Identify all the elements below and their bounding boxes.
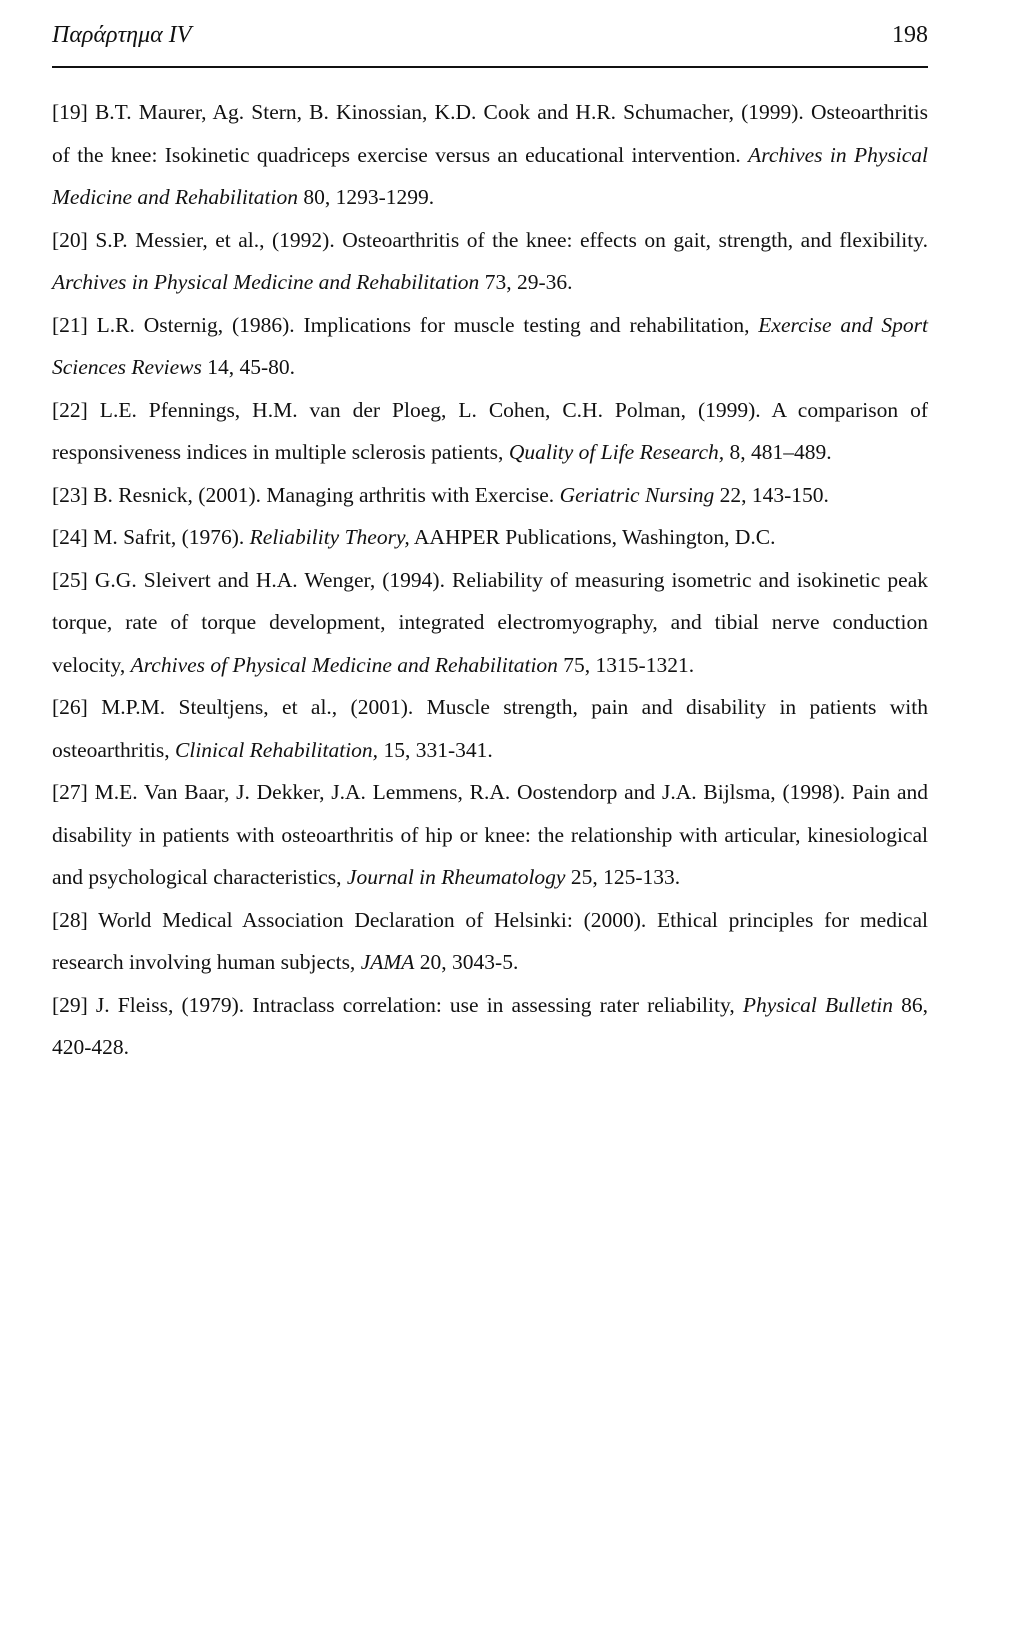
reference-tail: 25, 125-133. [565, 865, 681, 889]
reference-source: Reliability Theory, [249, 525, 410, 549]
reference-item [52, 686, 928, 771]
reference-label: [29] [52, 992, 88, 1017]
reference-label: [19] [52, 100, 88, 124]
reference-authors: L.R. Osternig, (1986). [87, 312, 304, 337]
reference-authors: B. Resnick, (2001). [87, 482, 267, 507]
reference-title: Reliability of measuring isometric and isokinetic peak torque, rate of torque development, integrated electromyography, and tibial nerve conduction velocity, [52, 567, 928, 677]
reference-source: Journal in Rheumatology [346, 865, 566, 889]
reference-authors: World Medical Association Declaration of Helsinki: (2000). [87, 907, 657, 932]
reference-item [52, 219, 928, 304]
reference-list [52, 91, 928, 1069]
reference-source: Physical Bulletin [742, 992, 894, 1017]
reference-label: [28] [52, 907, 88, 932]
reference-item [52, 304, 928, 389]
reference-tail: 20, 3043-5. [414, 950, 519, 974]
reference-authors: M.P.M. Steultjens, et al., (2001). [87, 695, 427, 719]
reference-label: [22] [52, 397, 88, 422]
reference-source: Quality of Life Research, [508, 440, 725, 464]
reference-item [52, 771, 928, 899]
reference-source: Archives of Physical Medicine and Rehabilitation [130, 652, 558, 677]
reference-source: Clinical Rehabilitation, [175, 737, 379, 762]
reference-tail: 15, 331-341. [378, 737, 493, 762]
reference-title: Managing arthritis with Exercise. [266, 482, 560, 507]
reference-authors: J. Fleiss, (1979). [87, 992, 253, 1017]
page-number: 198 [892, 22, 928, 48]
reference-authors: M.E. Van Baar, J. Dekker, J.A. Lemmens, R.A. Oostendorp and J.A. Bijlsma, (1998). [87, 780, 852, 804]
reference-title: Osteoarthritis of the knee: effects on gait, strength, and flexibility. [342, 227, 928, 252]
reference-authors: G.G. Sleivert and H.A. Wenger, (1994). [87, 567, 453, 592]
reference-title: Implications for muscle testing and rehabilitation, [303, 312, 759, 337]
reference-source: Exercise and Sport Sciences Reviews [52, 312, 928, 379]
reference-item [52, 559, 928, 687]
reference-item [52, 899, 928, 984]
reference-authors: B.T. Maurer, Ag. Stern, B. Kinossian, K.D. Cook and H.R. Schumacher, (1999). [87, 100, 811, 124]
reference-label: [26] [52, 695, 88, 719]
page-header [52, 18, 928, 64]
reference-source: Geriatric Nursing [559, 482, 715, 507]
reference-label: [21] [52, 312, 88, 337]
reference-title: Muscle strength, pain and disability in patients with osteoarthritis, [52, 695, 928, 762]
running-title: Παράρτημα IV [52, 22, 192, 48]
reference-tail: 75, 1315-1321. [557, 652, 695, 677]
reference-label: [20] [52, 227, 88, 252]
reference-title: Intraclass correlation: use in assessing rater reliability, [252, 992, 743, 1017]
reference-label: [23] [52, 482, 88, 507]
reference-title: Osteoarthritis of the knee: Isokinetic quadriceps exercise versus an educational intervention. [52, 100, 928, 167]
reference-authors: M. Safrit, (1976). [87, 525, 250, 549]
reference-tail: 22, 143-150. [714, 482, 829, 507]
reference-title: Pain and disability in patients with osteoarthritis of hip or knee: the relationship with articular, kinesiological and psychological characteristics, [52, 780, 928, 889]
reference-item [52, 91, 928, 219]
reference-tail: 86, 420-428. [52, 992, 929, 1059]
reference-source: Archives in Physical Medicine and Rehabilitation [52, 142, 928, 209]
reference-item [52, 516, 928, 559]
reference-tail: 73, 29-36. [479, 270, 573, 294]
header-divider [52, 66, 928, 68]
reference-authors: L.E. Pfennings, H.M. van der Ploeg, L. Cohen, C.H. Polman, (1999). [87, 397, 772, 422]
reference-source: JAMA [360, 950, 415, 974]
reference-label: [25] [52, 567, 88, 592]
reference-tail: 14, 45-80. [201, 355, 295, 379]
reference-tail: 8, 481–489. [724, 440, 832, 464]
reference-title: Ethical principles for medical research involving human subjects, [52, 907, 928, 974]
reference-item [52, 984, 928, 1069]
reference-authors: S.P. Messier, et al., (1992). [87, 227, 343, 252]
reference-item [52, 474, 928, 517]
reference-tail: 80, 1293-1299. [298, 185, 435, 209]
reference-source: Archives in Physical Medicine and Rehabilitation [52, 270, 480, 294]
reference-tail: AAHPER Publications, Washington, D.C. [409, 525, 776, 549]
reference-label: [27] [52, 780, 88, 804]
reference-label: [24] [52, 525, 88, 549]
reference-item [52, 389, 928, 474]
reference-title: A comparison of responsiveness indices in multiple sclerosis patients, [52, 397, 928, 464]
